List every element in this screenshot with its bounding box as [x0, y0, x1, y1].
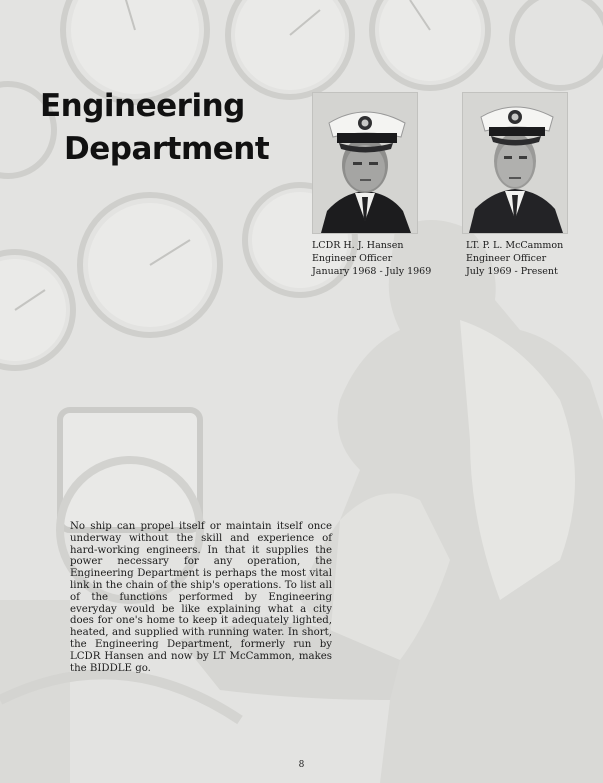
- officer-name: LT. P. L. McCammon: [466, 240, 564, 251]
- officer-dates: July 1969 - Present: [466, 266, 558, 277]
- portrait-hansen: [312, 92, 418, 234]
- body-paragraph: No ship can propel itself or maintain itself once underway without the skill and experience of hard-working engineers. In that it supplies the power necessary for any operation, the Engineering Department is perhaps the most vital link in the chain of the ship's operations. To list all of the functions performed by Engineering everyday would be like explaining what a city does for one's home to keep it adequately lighted, heated, and supplied with running water. In short, the Engineering Department, formerly run by LCDR Hansen and now by LT McCammon, makes the BIDDLE go.: [70, 521, 332, 674]
- page-number: 8: [298, 760, 305, 770]
- officer-dates: January 1968 - July 1969: [312, 266, 432, 277]
- caption-mccammon: [466, 239, 563, 278]
- officer-title: Engineer Officer: [312, 253, 393, 264]
- officer-title: Engineer Officer: [466, 253, 547, 264]
- portrait-mccammon: [462, 92, 568, 234]
- page-title-line-1: Engineering: [40, 88, 245, 124]
- officer-name: LCDR H. J. Hansen: [312, 240, 404, 251]
- caption-hansen: [312, 239, 431, 278]
- page-title-line-2: Department: [64, 131, 270, 167]
